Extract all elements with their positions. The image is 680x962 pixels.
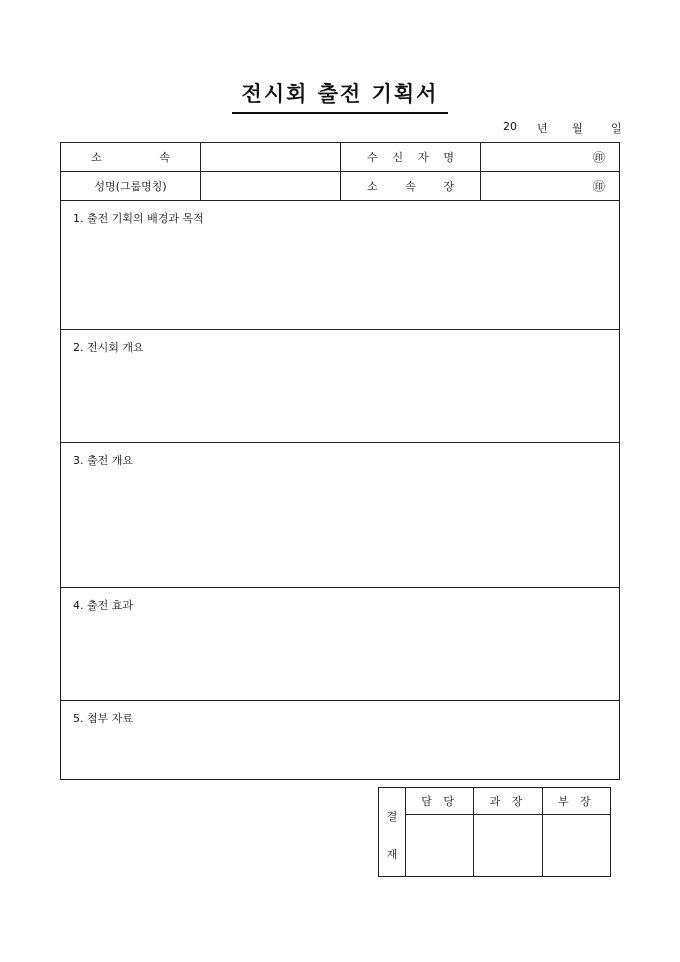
head-char-3: 장: [443, 180, 454, 193]
approval-sign-department-chief[interactable]: [543, 815, 610, 876]
affiliation-field[interactable]: [201, 143, 341, 171]
page-title: [0, 78, 680, 114]
recipient-char-4: 명: [443, 151, 454, 164]
approval-sign-section-chief[interactable]: [474, 815, 541, 876]
date-year[interactable]: 20: [503, 120, 517, 133]
approval-label: [379, 788, 406, 876]
approval-header-section-chief: 과 장: [474, 788, 541, 815]
section-title: 3. 출전 개요: [73, 454, 133, 467]
recipient-name-field[interactable]: [481, 143, 619, 171]
section-participation-overview[interactable]: [61, 443, 619, 588]
section-title: 2. 전시회 개요: [73, 341, 144, 354]
group-name-label: 성명(그룹명칭): [61, 172, 201, 200]
section-participation-effect[interactable]: [61, 588, 619, 701]
date-day-unit: 일: [611, 122, 622, 135]
section-attachments[interactable]: [61, 701, 619, 779]
approval-box: [378, 787, 611, 877]
section-title: 5. 첨부 자료: [73, 712, 133, 725]
section-title: 1. 출전 기획의 배경과 목적: [73, 212, 204, 225]
approval-header-department-chief: 부 장: [543, 788, 610, 815]
approval-char-1: 결: [386, 810, 398, 823]
approval-column-department-chief: [543, 788, 610, 876]
affiliation-label: [61, 143, 201, 171]
head-char-2: 속: [405, 180, 416, 193]
section-background-purpose[interactable]: [61, 201, 619, 330]
title-text: 전시회 출전 기획서: [232, 78, 449, 114]
approval-header-manager: 담 당: [406, 788, 473, 815]
date-month-unit: 월: [572, 122, 583, 135]
recipient-char-1: 수: [367, 151, 378, 164]
date-line: [495, 120, 625, 134]
approval-column-manager: [406, 788, 474, 876]
section-title: 4. 출전 효과: [73, 599, 133, 612]
department-head-label: [341, 172, 481, 200]
recipient-char-3: 자: [417, 151, 429, 164]
section-exhibition-overview[interactable]: [61, 330, 619, 443]
approval-sign-manager[interactable]: [406, 815, 473, 876]
department-head-field[interactable]: [481, 172, 619, 200]
seal-icon: ㊞: [592, 179, 605, 194]
affiliation-char-2: 속: [159, 151, 170, 164]
header-row-name: [61, 172, 619, 201]
approval-column-section-chief: [474, 788, 542, 876]
recipient-name-label: [341, 143, 481, 171]
date-year-unit: 년: [537, 122, 548, 135]
affiliation-char-1: 소: [91, 151, 102, 164]
head-char-1: 소: [367, 180, 378, 193]
seal-icon: ㊞: [592, 150, 605, 165]
group-name-field[interactable]: [201, 172, 341, 200]
approval-char-2: 재: [386, 848, 398, 861]
plan-form: [60, 142, 620, 780]
recipient-char-2: 신: [392, 151, 404, 164]
header-row-affiliation: [61, 143, 619, 172]
